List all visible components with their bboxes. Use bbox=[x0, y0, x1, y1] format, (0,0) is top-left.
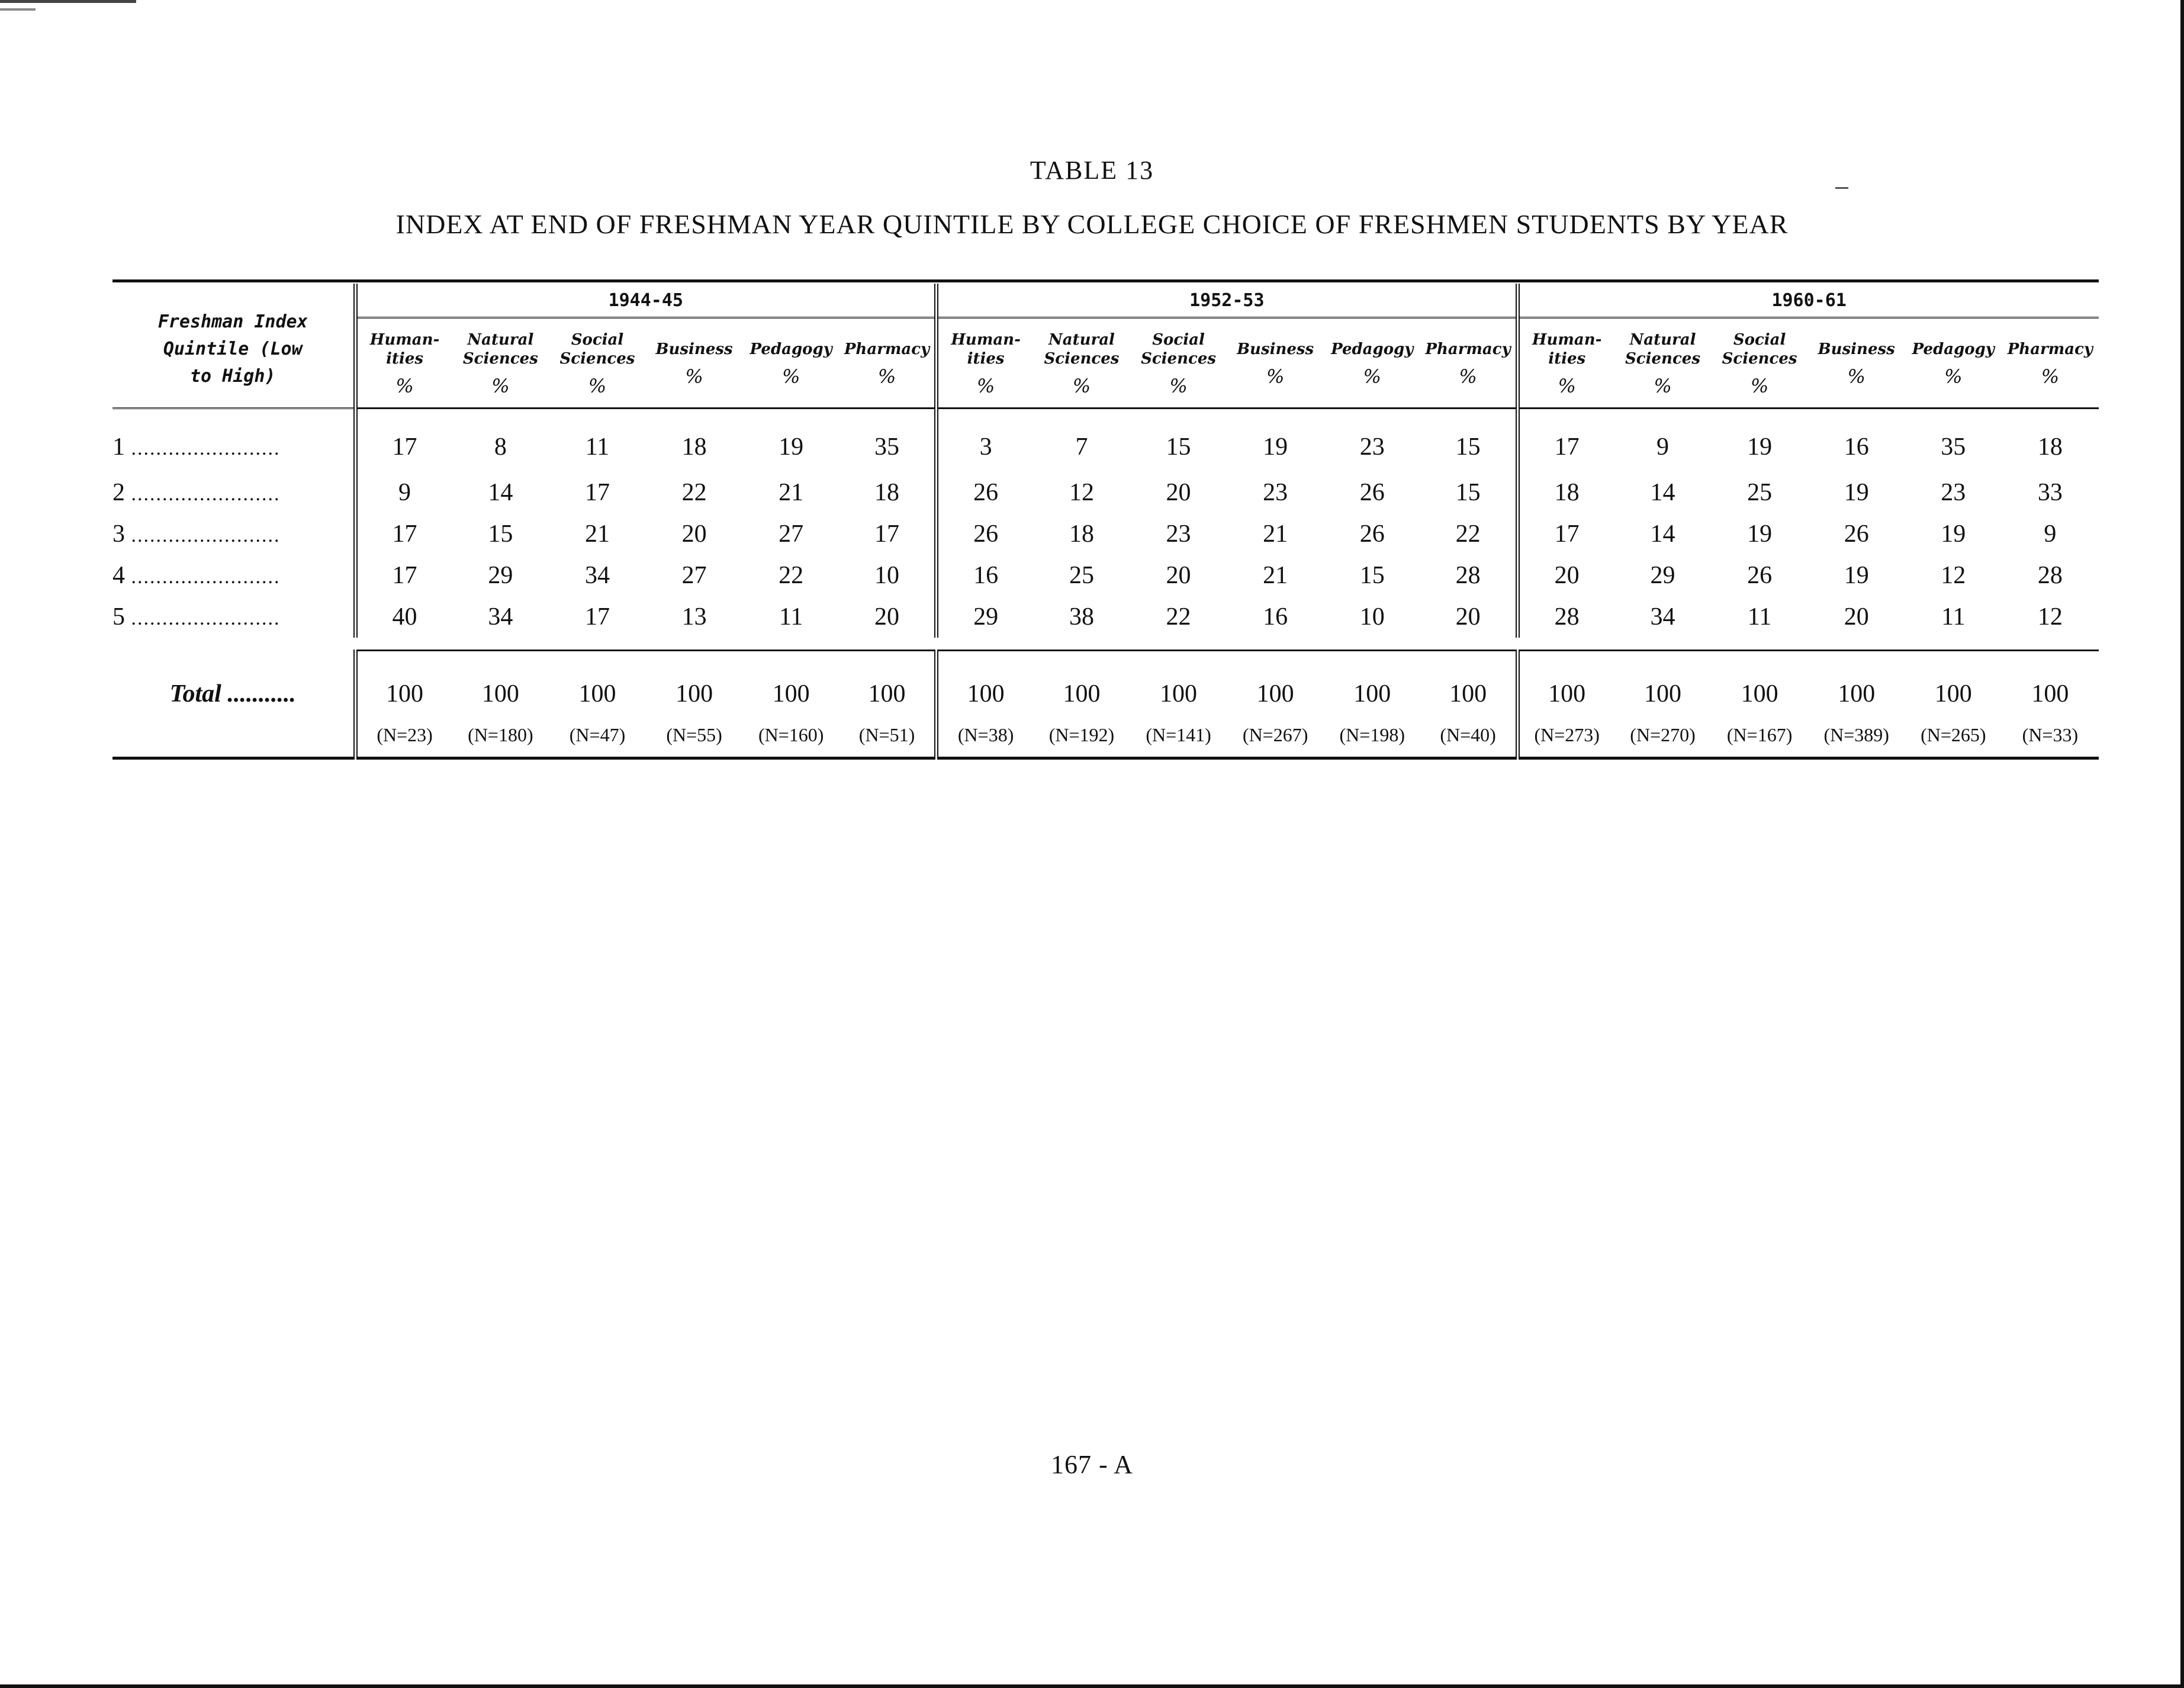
percent-cell: 27 bbox=[779, 520, 804, 548]
percent-cell: 34 bbox=[584, 562, 610, 589]
sample-size-cell: (N=192) bbox=[1033, 713, 1130, 758]
sample-size-cell: (N=160) bbox=[742, 713, 839, 758]
percent-sign: % bbox=[491, 375, 510, 397]
field-name-line: Business bbox=[655, 340, 733, 358]
percent-cell: 17 bbox=[584, 479, 610, 506]
sample-size-cell: (N=267) bbox=[1227, 713, 1324, 758]
field-header bbox=[452, 318, 549, 409]
sample-size-cell: (N=270) bbox=[1614, 713, 1712, 758]
percent-cell: 28 bbox=[1517, 596, 1614, 638]
percent-cell: 19 bbox=[1263, 433, 1288, 461]
percent-cell: 19 bbox=[1844, 479, 1869, 506]
percent-cell: 38 bbox=[1069, 603, 1094, 631]
percent-sign: % bbox=[1363, 365, 1381, 388]
sample-size-cell: (N=47) bbox=[549, 713, 646, 758]
scan-mark bbox=[1835, 187, 1848, 189]
quintile-number: 3 bbox=[112, 520, 125, 548]
table-row bbox=[112, 472, 2099, 513]
percent-cell: 17 bbox=[1517, 513, 1614, 555]
stub-header-line: Quintile (Low bbox=[163, 338, 303, 359]
total-word: Total bbox=[169, 680, 221, 708]
leader-dots: ........................ bbox=[131, 438, 281, 459]
percent-cell: 29 bbox=[488, 562, 513, 589]
field-header bbox=[646, 318, 743, 409]
total-cell: 100 bbox=[937, 651, 1034, 713]
field-name-line: Social bbox=[571, 331, 624, 349]
percent-cell: 15 bbox=[1166, 433, 1191, 461]
field-header bbox=[549, 318, 646, 409]
percent-cell: 22 bbox=[681, 479, 707, 506]
year-header-1960: 1960-61 bbox=[1517, 284, 2099, 318]
stub-header-line: to High) bbox=[190, 365, 276, 387]
quintile-number: 4 bbox=[112, 562, 125, 589]
total-row bbox=[112, 651, 2099, 713]
percent-cell: 15 bbox=[1455, 433, 1481, 461]
total-cell: 100 bbox=[1905, 651, 2002, 713]
sample-size-cell: (N=389) bbox=[1808, 713, 1905, 758]
percent-cell: 9 bbox=[355, 472, 452, 513]
percent-cell: 15 bbox=[1455, 479, 1481, 506]
percent-cell: 18 bbox=[681, 433, 707, 461]
quintile-label bbox=[112, 513, 355, 555]
field-name-line: Sciences bbox=[1625, 350, 1700, 368]
percent-cell: 18 bbox=[1517, 472, 1614, 513]
leader-dots: ........................ bbox=[131, 607, 281, 629]
total-cell: 100 bbox=[1808, 651, 1905, 713]
percent-sign: % bbox=[1944, 365, 1963, 388]
percent-cell: 14 bbox=[1650, 520, 1675, 548]
field-name-line: Sciences bbox=[462, 350, 538, 368]
percent-cell: 26 bbox=[937, 513, 1034, 555]
sample-size-cell: (N=40) bbox=[1421, 713, 1518, 758]
percent-cell: 40 bbox=[355, 596, 452, 638]
percent-cell: 34 bbox=[488, 603, 513, 631]
percent-cell: 28 bbox=[2037, 562, 2063, 589]
quintile-number: 5 bbox=[112, 603, 125, 631]
scan-mark bbox=[0, 8, 36, 11]
percent-cell: 23 bbox=[1263, 479, 1288, 506]
percent-cell: 17 bbox=[355, 409, 452, 472]
percent-cell: 11 bbox=[779, 603, 803, 631]
quintile-label bbox=[112, 472, 355, 513]
quintile-label bbox=[112, 409, 355, 472]
percent-cell: 16 bbox=[1844, 433, 1869, 461]
quintile-number: 1 bbox=[112, 433, 125, 461]
percent-cell: 12 bbox=[1069, 479, 1094, 506]
field-name-line: Pharmacy bbox=[1425, 340, 1511, 358]
table-number: TABLE 13 bbox=[1030, 156, 1154, 185]
percent-sign: % bbox=[1654, 375, 1672, 397]
percent-cell: 15 bbox=[1359, 562, 1385, 589]
field-name-line: Sciences bbox=[1141, 350, 1217, 368]
percent-cell: 19 bbox=[1747, 520, 1773, 548]
percent-cell: 19 bbox=[1941, 520, 1966, 548]
field-name-line: Pedagogy bbox=[1912, 340, 1995, 358]
percent-cell: 22 bbox=[779, 562, 804, 589]
percent-cell: 21 bbox=[584, 520, 610, 548]
field-header bbox=[1227, 318, 1324, 409]
field-header bbox=[1711, 318, 1808, 409]
percent-cell: 11 bbox=[585, 433, 610, 461]
field-name-line: Sciences bbox=[1044, 350, 1120, 368]
leader-dots: ........................ bbox=[131, 566, 281, 588]
percent-cell: 21 bbox=[1263, 520, 1288, 548]
field-header bbox=[742, 318, 839, 409]
percent-cell: 20 bbox=[874, 603, 900, 631]
percent-cell: 34 bbox=[1650, 603, 1675, 631]
percent-cell: 20 bbox=[1166, 479, 1191, 506]
sample-size-cell: (N=167) bbox=[1711, 713, 1808, 758]
field-header bbox=[1808, 318, 1905, 409]
total-cell: 100 bbox=[1130, 651, 1227, 713]
percent-cell: 25 bbox=[1747, 479, 1773, 506]
field-name-line: Pharmacy bbox=[2007, 340, 2093, 358]
total-cell: 100 bbox=[1033, 651, 1130, 713]
total-cell: 100 bbox=[839, 651, 937, 713]
total-cell: 100 bbox=[742, 651, 839, 713]
sample-size-cell: (N=273) bbox=[1517, 713, 1614, 758]
percent-cell: 13 bbox=[681, 603, 707, 631]
leader-dots: ........... bbox=[227, 680, 296, 708]
percent-cell: 14 bbox=[1650, 479, 1675, 506]
percent-cell: 26 bbox=[1359, 520, 1385, 548]
year-header-row bbox=[112, 284, 2099, 318]
sample-size-cell: (N=51) bbox=[839, 713, 937, 758]
percent-sign: % bbox=[1169, 375, 1188, 397]
field-header bbox=[1130, 318, 1227, 409]
page-number: 167 - A bbox=[1051, 1450, 1133, 1479]
percent-sign: % bbox=[1558, 375, 1576, 397]
sample-size-row bbox=[112, 713, 2099, 758]
field-header bbox=[1905, 318, 2002, 409]
total-cell: 100 bbox=[1227, 651, 1324, 713]
table-title: INDEX AT END OF FRESHMAN YEAR QUINTILE BY COLLEGE CHOICE OF FRESHMEN STUDENTS BY YEAR bbox=[395, 209, 1789, 239]
sample-size-cell: (N=265) bbox=[1905, 713, 2002, 758]
field-name-line: Sciences bbox=[1722, 350, 1797, 368]
field-header bbox=[1517, 318, 1614, 409]
field-header bbox=[1033, 318, 1130, 409]
quintile-label bbox=[112, 555, 355, 596]
percent-cell: 19 bbox=[1844, 562, 1869, 589]
percent-cell: 16 bbox=[1263, 603, 1288, 631]
field-header bbox=[1614, 318, 1712, 409]
percent-cell: 26 bbox=[1747, 562, 1773, 589]
percent-cell: 16 bbox=[937, 555, 1034, 596]
percent-cell: 23 bbox=[1166, 520, 1191, 548]
percent-cell: 12 bbox=[2037, 603, 2063, 631]
total-cell: 100 bbox=[1711, 651, 1808, 713]
sample-size-cell: (N=55) bbox=[646, 713, 743, 758]
percent-cell: 17 bbox=[355, 555, 452, 596]
total-cell: 100 bbox=[452, 651, 549, 713]
field-header bbox=[355, 318, 452, 409]
percent-sign: % bbox=[1847, 365, 1865, 388]
field-name-line: Human- bbox=[1532, 331, 1602, 349]
percent-sign: % bbox=[1072, 375, 1091, 397]
percent-cell: 26 bbox=[937, 472, 1034, 513]
total-cell: 100 bbox=[355, 651, 452, 713]
scan-mark bbox=[0, 0, 136, 3]
field-header bbox=[1324, 318, 1421, 409]
total-cell: 100 bbox=[646, 651, 743, 713]
percent-cell: 9 bbox=[1657, 433, 1670, 461]
sample-size-cell: (N=33) bbox=[2002, 713, 2099, 758]
field-name-line: Human- bbox=[369, 331, 440, 349]
percent-cell: 17 bbox=[355, 513, 452, 555]
table-row bbox=[112, 596, 2099, 638]
year-header-1952: 1952-53 bbox=[937, 284, 1518, 318]
percent-cell: 10 bbox=[1359, 603, 1385, 631]
percent-cell: 7 bbox=[1075, 433, 1088, 461]
total-label bbox=[112, 651, 355, 713]
sample-size-cell: (N=198) bbox=[1324, 713, 1421, 758]
percent-cell: 9 bbox=[2044, 520, 2057, 548]
field-name-line: Human- bbox=[951, 331, 1021, 349]
total-cell: 100 bbox=[1614, 651, 1712, 713]
percent-cell: 28 bbox=[1455, 562, 1481, 589]
total-cell: 100 bbox=[549, 651, 646, 713]
percent-cell: 18 bbox=[874, 479, 900, 506]
field-name-line: Pedagogy bbox=[1331, 340, 1414, 358]
table-row bbox=[112, 513, 2099, 555]
leader-dots: ........................ bbox=[131, 483, 281, 505]
field-name-line: ities bbox=[1548, 350, 1586, 368]
percent-cell: 22 bbox=[1166, 603, 1191, 631]
sample-size-stub bbox=[112, 713, 355, 758]
percent-cell: 3 bbox=[937, 409, 1034, 472]
total-cell: 100 bbox=[1421, 651, 1518, 713]
percent-sign: % bbox=[781, 365, 800, 388]
percent-cell: 21 bbox=[1263, 562, 1288, 589]
field-name-line: Social bbox=[1733, 331, 1786, 349]
field-name-line: Natural bbox=[467, 331, 534, 349]
field-header bbox=[937, 318, 1034, 409]
percent-cell: 20 bbox=[1517, 555, 1614, 596]
percent-cell: 14 bbox=[488, 479, 513, 506]
field-name-line: Business bbox=[1818, 340, 1895, 358]
field-header-row bbox=[112, 318, 2099, 409]
field-name-line: Business bbox=[1237, 340, 1314, 358]
field-name-line: Pedagogy bbox=[750, 340, 832, 358]
percent-sign: % bbox=[395, 375, 414, 397]
field-name-line: ities bbox=[967, 350, 1005, 368]
percent-sign: % bbox=[1750, 375, 1769, 397]
percent-cell: 17 bbox=[1517, 409, 1614, 472]
field-header bbox=[1421, 318, 1518, 409]
year-header-1944: 1944-45 bbox=[355, 284, 937, 318]
sample-size-cell: (N=141) bbox=[1130, 713, 1227, 758]
percent-cell: 20 bbox=[681, 520, 707, 548]
percent-sign: % bbox=[1459, 365, 1477, 388]
field-name-line: ities bbox=[386, 350, 424, 368]
percent-cell: 23 bbox=[1941, 479, 1966, 506]
percent-cell: 29 bbox=[937, 596, 1034, 638]
total-cell: 100 bbox=[1324, 651, 1421, 713]
percent-cell: 26 bbox=[1359, 479, 1385, 506]
percent-cell: 15 bbox=[488, 520, 513, 548]
leader-dots: ........................ bbox=[131, 525, 281, 546]
quintile-number: 2 bbox=[112, 479, 125, 506]
percent-cell: 35 bbox=[874, 433, 900, 461]
percent-sign: % bbox=[877, 365, 896, 388]
percent-cell: 11 bbox=[1747, 603, 1772, 631]
percent-cell: 20 bbox=[1166, 562, 1191, 589]
field-header bbox=[2002, 318, 2099, 409]
percent-cell: 20 bbox=[1844, 603, 1869, 631]
total-cell: 100 bbox=[2002, 651, 2099, 713]
percent-sign: % bbox=[1266, 365, 1285, 388]
percent-cell: 10 bbox=[874, 562, 900, 589]
table-row bbox=[112, 409, 2099, 472]
percent-cell: 23 bbox=[1359, 433, 1385, 461]
percent-cell: 25 bbox=[1069, 562, 1094, 589]
percent-cell: 8 bbox=[494, 433, 507, 461]
spacer-row bbox=[112, 638, 2099, 651]
sample-size-cell: (N=23) bbox=[355, 713, 452, 758]
stub-header-line: Freshman Index bbox=[157, 311, 308, 332]
percent-sign: % bbox=[976, 375, 995, 397]
field-name-line: Natural bbox=[1629, 331, 1696, 349]
data-table bbox=[112, 279, 2099, 760]
percent-cell: 26 bbox=[1844, 520, 1869, 548]
stub-header bbox=[112, 284, 355, 409]
field-name-line: Pharmacy bbox=[844, 340, 930, 358]
percent-cell: 19 bbox=[779, 433, 804, 461]
table-row bbox=[112, 555, 2099, 596]
percent-cell: 19 bbox=[1747, 433, 1773, 461]
percent-cell: 17 bbox=[584, 603, 610, 631]
percent-cell: 35 bbox=[1941, 433, 1966, 461]
percent-sign: % bbox=[685, 365, 703, 388]
total-cell: 100 bbox=[1517, 651, 1614, 713]
field-name-line: Sciences bbox=[559, 350, 635, 368]
percent-cell: 18 bbox=[1069, 520, 1094, 548]
percent-cell: 33 bbox=[2037, 479, 2063, 506]
sample-size-cell: (N=180) bbox=[452, 713, 549, 758]
quintile-label bbox=[112, 596, 355, 638]
percent-cell: 21 bbox=[779, 479, 804, 506]
percent-cell: 11 bbox=[1941, 603, 1966, 631]
percent-sign: % bbox=[2041, 365, 2060, 388]
field-header bbox=[839, 318, 937, 409]
percent-sign: % bbox=[588, 375, 607, 397]
field-name-line: Natural bbox=[1048, 331, 1115, 349]
percent-cell: 27 bbox=[681, 562, 707, 589]
percent-cell: 20 bbox=[1455, 603, 1481, 631]
sample-size-cell: (N=38) bbox=[937, 713, 1034, 758]
percent-cell: 12 bbox=[1941, 562, 1966, 589]
percent-cell: 17 bbox=[874, 520, 900, 548]
field-name-line: Social bbox=[1152, 331, 1205, 349]
percent-cell: 29 bbox=[1650, 562, 1675, 589]
percent-cell: 22 bbox=[1455, 520, 1481, 548]
percent-cell: 18 bbox=[2037, 433, 2063, 461]
